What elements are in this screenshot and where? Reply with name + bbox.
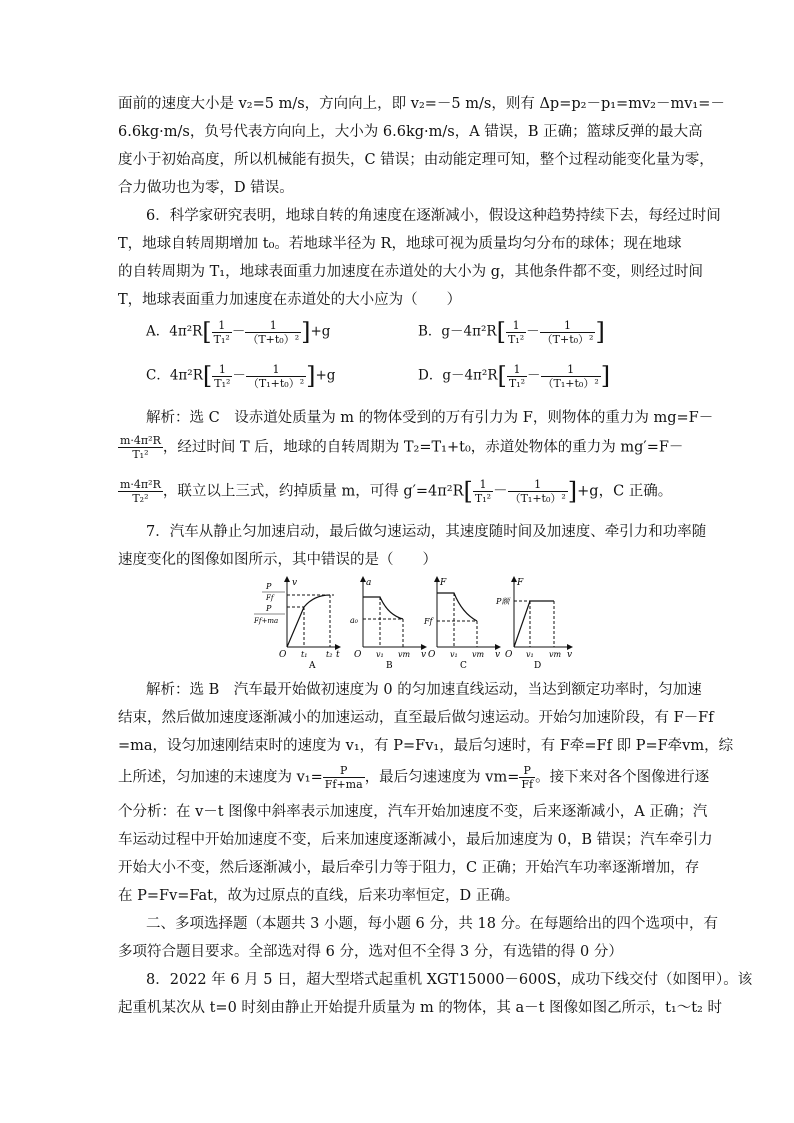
text-line: 合力做功也为零，D 错误。 bbox=[118, 180, 294, 196]
graph-b-caption: B bbox=[386, 661, 393, 670]
graph-c-f: Ff bbox=[424, 617, 433, 626]
graph-a-xlabel: t bbox=[336, 650, 340, 660]
graph-d bbox=[494, 575, 574, 670]
analysis-7: =ma，设匀加速刚结束时的速度为 v₁，有 P=Fv₁，最后匀速时，有 F牵=Ff 即 P=F牵vm，综 bbox=[118, 738, 734, 754]
question-8-stem: 起重机某次从 t=0 时刻由静止开始提升质量为 m 的物体，其 a－t 图像如图乙所示，t₁～t₂ 时 bbox=[118, 1000, 722, 1016]
graph-b-vm: vm bbox=[398, 650, 411, 659]
graph-d-v1: v₁ bbox=[526, 650, 534, 659]
graph-c-origin: O bbox=[428, 650, 436, 660]
question-8-stem: 8．2022 年 6 月 5 日，超大型塔式起重机 XGT15000－600S，成功下线交付（如图甲）。该 bbox=[146, 972, 753, 988]
graph-b-ylabel: a bbox=[366, 578, 372, 588]
question-6-stem: T，地球表面重力加速度在赤道处的大小应为（ ） bbox=[118, 292, 462, 308]
analysis-6: 解析：选 C 设赤道处质量为 m 的物体受到的万有引力为 F，则物体的重力为 mg=F－ bbox=[146, 410, 714, 426]
graph-a-caption: A bbox=[309, 661, 316, 670]
graph-d-p: P额 bbox=[496, 597, 510, 606]
graph-a-t1: t₁ bbox=[301, 650, 308, 659]
graph-b bbox=[348, 575, 428, 670]
option-a: A．4π²R[ $\frac{1}{\text{T₁²}}$ － $\frac{1}{\text{（T+t₀）²}}$ ]+g bbox=[146, 318, 331, 346]
analysis-6: $\frac{\text{m·4π²R}}{\text{T₁²}}$ ，经过时间 T 后，地球的自转周期为 T₂=T₁+t₀，赤道处物体的重力为 mg′=F－ bbox=[120, 434, 684, 461]
analysis-7: 上所述，匀加速的末速度为 v₁= $\frac{P}{Ff+ma}$ ，最后匀速速度为 vm= $\frac{P}{Ff}$ 。接下来对各个图像进行逐 bbox=[118, 764, 710, 791]
text-line: 6.6kg·m/s，负号代表方向向上，大小为 6.6kg·m/s，A 错误，B 正确；篮球反弹的最大高 bbox=[118, 124, 703, 140]
section-heading: 多项符合题目要求。全部选对得 6 分，选对但不全得 3 分，有选错的得 0 分） bbox=[118, 944, 623, 960]
graph-b-a0: a₀ bbox=[350, 616, 358, 625]
graph-d-ylabel: F bbox=[517, 578, 524, 588]
graph-d-caption: D bbox=[534, 661, 542, 670]
graph-c-xlabel: v bbox=[495, 650, 501, 660]
graph-d-origin: O bbox=[505, 650, 513, 660]
question-7-stem: 速度变化的图像如图所示，其中错误的是（ ） bbox=[118, 552, 437, 568]
graph-c-v1: v₁ bbox=[450, 650, 458, 659]
graph-c bbox=[422, 575, 502, 670]
section-heading: 二、多项选择题（本题共 3 小题，每小题 6 分，共 18 分。在每题给出的四个选项中，有 bbox=[146, 916, 719, 932]
graph-a bbox=[252, 575, 342, 670]
text-line: 度小于初始高度，所以机械能有损失，C 错误；由动能定理可知，整个过程动能变化量为零， bbox=[118, 152, 714, 168]
graph-a-t2: t₂ bbox=[326, 650, 333, 659]
analysis-7: 车运动过程中开始加速度不变，后来加速度逐渐减小，最后加速度为 0，B 错误；汽车牵引力 bbox=[118, 832, 713, 848]
graph-c-ylabel: F bbox=[440, 578, 447, 588]
graph-a-p2den: Ff+ma bbox=[254, 617, 279, 625]
graph-d-xlabel: v bbox=[567, 650, 573, 660]
graph-a-p2num: P bbox=[266, 604, 272, 613]
question-6-stem: 6．科学家研究表明，地球自转的角速度在逐渐减小，假设这种趋势持续下去，每经过时间 bbox=[146, 208, 721, 224]
question-6-stem: T，地球自转周期增加 t₀。若地球半径为 R，地球可视为质量均匀分布的球体；现在地球 bbox=[118, 236, 682, 252]
analysis-7: 结束，然后做加速度逐渐减小的加速运动，直至最后做匀速运动。开始匀加速阶段，有 F－Ff bbox=[118, 710, 714, 726]
graph-b-v1: v₁ bbox=[376, 650, 384, 659]
graph-a-p1num: P bbox=[266, 582, 272, 591]
analysis-6: $\frac{\text{m·4π²R}}{\text{T₂²}}$ ，联立以上三式，约掉质量 m，可得 g′=4π²R[ $\frac{1}{\text{T₁²}}$ － $\frac{1}{\text{（T₁+t₀）²}}$ ]+g，C 正确。 bbox=[120, 477, 673, 506]
analysis-7: 个分析：在 v－t 图像中斜率表示加速度，汽车开始加速度不变，后来逐渐减小，A 正确；汽 bbox=[118, 804, 708, 820]
analysis-7: 开始大小不变，然后逐渐减小，最后牵引力等于阻力，C 正确；开始汽车功率逐渐增加，存 bbox=[118, 860, 700, 876]
option-b: B．g－4π²R[ $\frac{1}{\text{T₁²}}$ － $\frac{1}{\text{（T+t₀）²}}$ ] bbox=[418, 318, 605, 346]
option-c: C．4π²R[ $\frac{1}{\text{T₁²}}$ － $\frac{1}{\text{（T₁+t₀）²}}$ ]+g bbox=[146, 362, 336, 390]
question-6-stem: 的自转周期为 T₁，地球表面重力加速度在赤道处的大小为 g，其他条件都不变，则经过时间 bbox=[118, 264, 703, 280]
analysis-7: 在 P=Fv=Fat，故为过原点的直线，后来功率恒定，D 正确。 bbox=[118, 888, 520, 904]
graph-a-p1den: Ff bbox=[266, 594, 274, 602]
graph-b-xlabel: v bbox=[421, 650, 427, 660]
text-line: 面前的速度大小是 v₂=5 m/s，方向向上，即 v₂=－5 m/s，则有 Δp=p₂－p₁=mv₂－mv₁=－ bbox=[118, 96, 725, 112]
graph-b-origin: O bbox=[354, 650, 362, 660]
graph-d-vm: vm bbox=[549, 650, 562, 659]
graph-a-origin: O bbox=[279, 650, 287, 660]
graph-c-vm: vm bbox=[472, 650, 485, 659]
option-d: D．g－4π²R[ $\frac{1}{\text{T₁²}}$ － $\frac{1}{\text{（T₁+t₀）²}}$ ] bbox=[418, 362, 611, 390]
graph-a-ylabel: v bbox=[292, 578, 298, 588]
question-7-stem: 7．汽车从静止匀加速启动，最后做匀速运动，其速度随时间及加速度、牵引力和功率随 bbox=[146, 524, 707, 540]
graph-c-caption: C bbox=[460, 661, 467, 670]
analysis-7: 解析：选 B 汽车最开始做初速度为 0 的匀加速直线运动，当达到额定功率时，匀加速 bbox=[146, 682, 702, 698]
